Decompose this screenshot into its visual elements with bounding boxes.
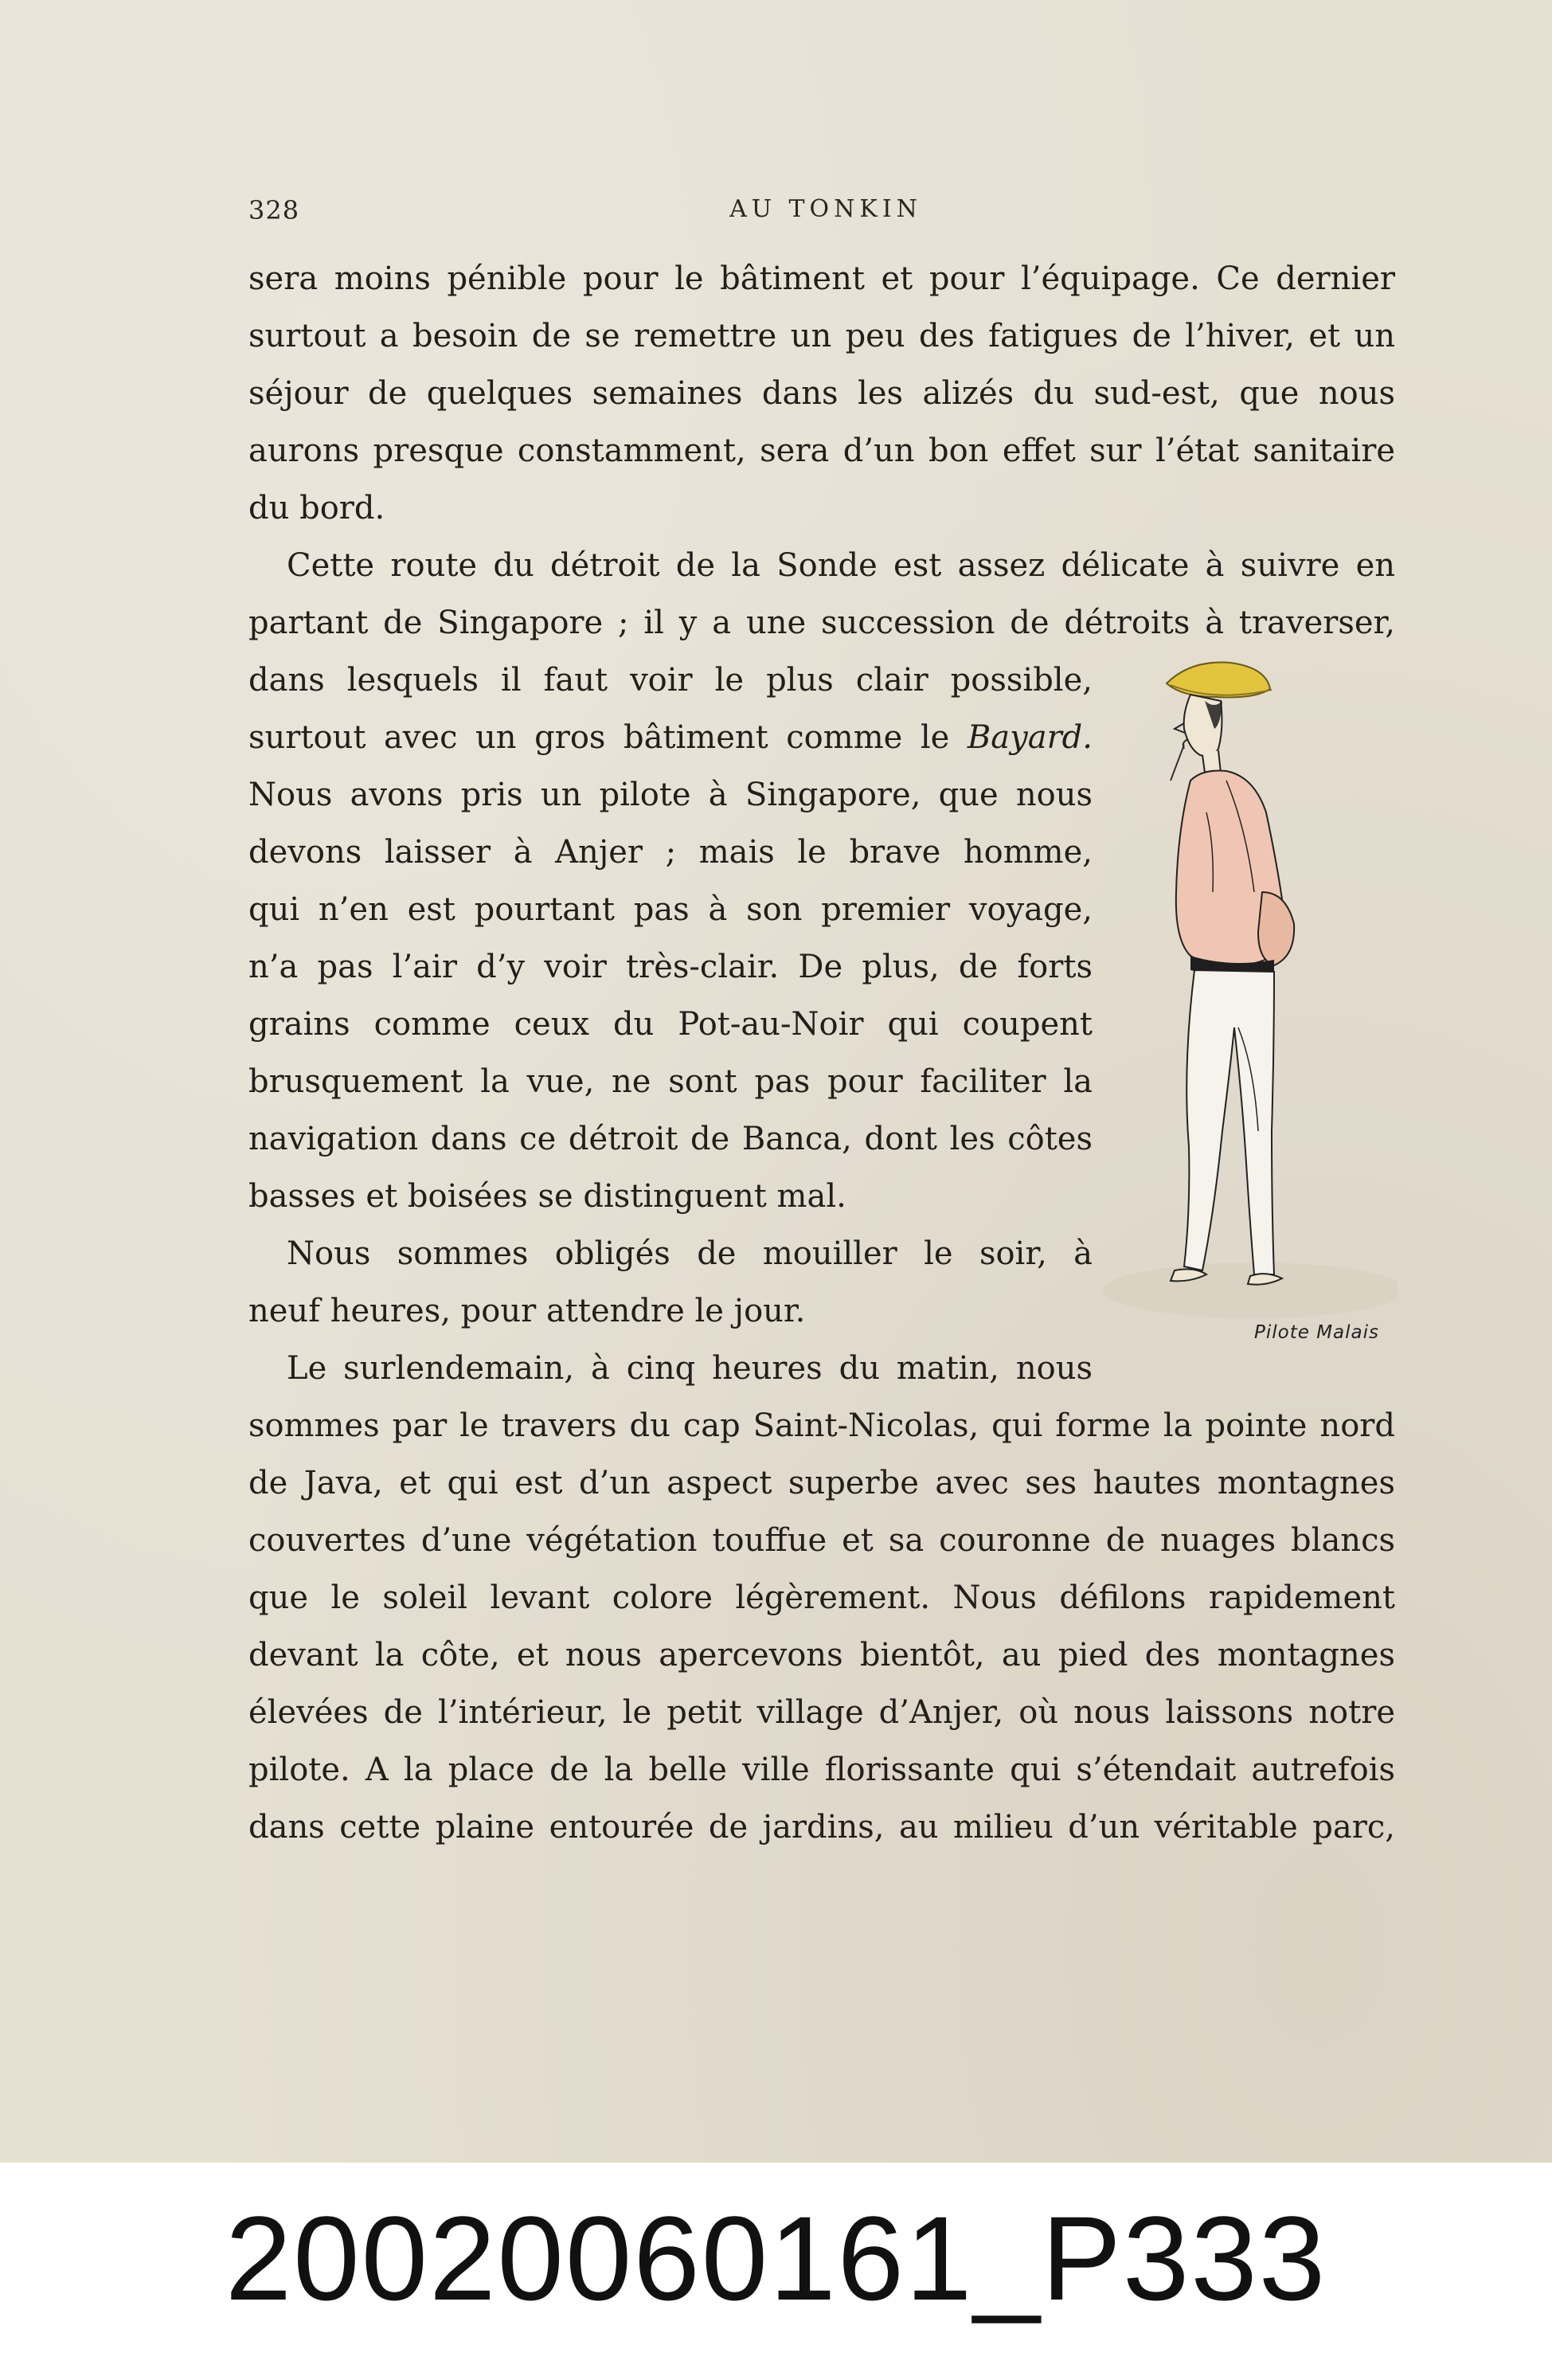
text-line: dans cette plaine entourée de jardins, au milieu d’un véritable parc, — [248, 1809, 1395, 1846]
text-line: du bord. — [248, 490, 385, 526]
text-line-part: surtout avec un gros bâtiment comme le — [248, 719, 950, 756]
running-title: AU TONKIN — [729, 195, 922, 223]
text-line: élevées de l’intérieur, le petit village d’Anjer, où nous laissons notre — [248, 1694, 1395, 1731]
text-line: brusquement la vue, ne sont pas pour faciliter la — [248, 1063, 1093, 1100]
text-line: devant la côte, et nous apercevons bientôt, au pied des montagnes — [248, 1637, 1395, 1673]
text-line: qui n’en est pourtant pas à son premier voyage, — [248, 891, 1093, 928]
text-line: séjour de quelques semaines dans les alizés du sud-est, que nous — [248, 375, 1395, 412]
catalog-id-label: 20020060161_P333 — [225, 2191, 1327, 2325]
text-line: neuf heures, pour attendre le jour. — [248, 1293, 806, 1329]
illustration-caption: Pilote Malais — [1254, 1322, 1379, 1343]
text-line — [248, 714, 1093, 761]
text-line: sera moins pénible pour le bâtiment et pour l’équipage. Ce dernier — [248, 260, 1395, 297]
text-line: Le surlendemain, à cinq heures du matin, nous — [287, 1350, 1093, 1387]
text-line: n’a pas l’air d’y voir très-clair. De plus, de forts — [248, 949, 1093, 985]
text-line: sommes par le travers du cap Saint-Nicolas, qui forme la pointe nord — [248, 1407, 1395, 1444]
text-line: aurons presque constamment, sera d’un bon effet sur l’état sanitaire — [248, 433, 1395, 469]
text-line: grains comme ceux du Pot-au-Noir qui coupent — [248, 1006, 1093, 1043]
text-line: dans lesquels il faut voir le plus clair possible, — [248, 662, 1093, 699]
text-line: surtout a besoin de se remettre un peu des fatigues de l’hiver, et un — [248, 318, 1395, 354]
text-line: pilote. A la place de la belle ville florissante qui s’étendait autrefois — [248, 1752, 1395, 1788]
text-line: basses et boisées se distinguent mal. — [248, 1178, 846, 1215]
text-line: navigation dans ce détroit de Banca, dont les côtes — [248, 1121, 1093, 1157]
text-line: Cette route du détroit de la Sonde est assez délicate à suivre en — [287, 547, 1395, 584]
ship-name: Bayard. — [967, 719, 1093, 756]
text-line: de Java, et qui est d’un aspect superbe avec ses hautes montagnes — [248, 1465, 1395, 1501]
running-head — [248, 195, 1403, 235]
text-line: que le soleil levant colore légèrement. Nous défilons rapidement — [248, 1579, 1395, 1616]
malay-pilot-illustration — [1095, 653, 1398, 1370]
text-line: Nous avons pris un pilote à Singapore, que nous — [248, 777, 1093, 813]
text-line: Nous sommes obligés de mouiller le soir, à — [287, 1235, 1093, 1272]
text-line: partant de Singapore ; il y a une succession de détroits à traverser, — [248, 605, 1395, 641]
text-line: couvertes d’une végétation touffue et sa couronne de nuages blancs — [248, 1522, 1395, 1559]
text-line: devons laisser à Anjer ; mais le brave homme, — [248, 834, 1093, 871]
page-number: 328 — [248, 195, 300, 225]
